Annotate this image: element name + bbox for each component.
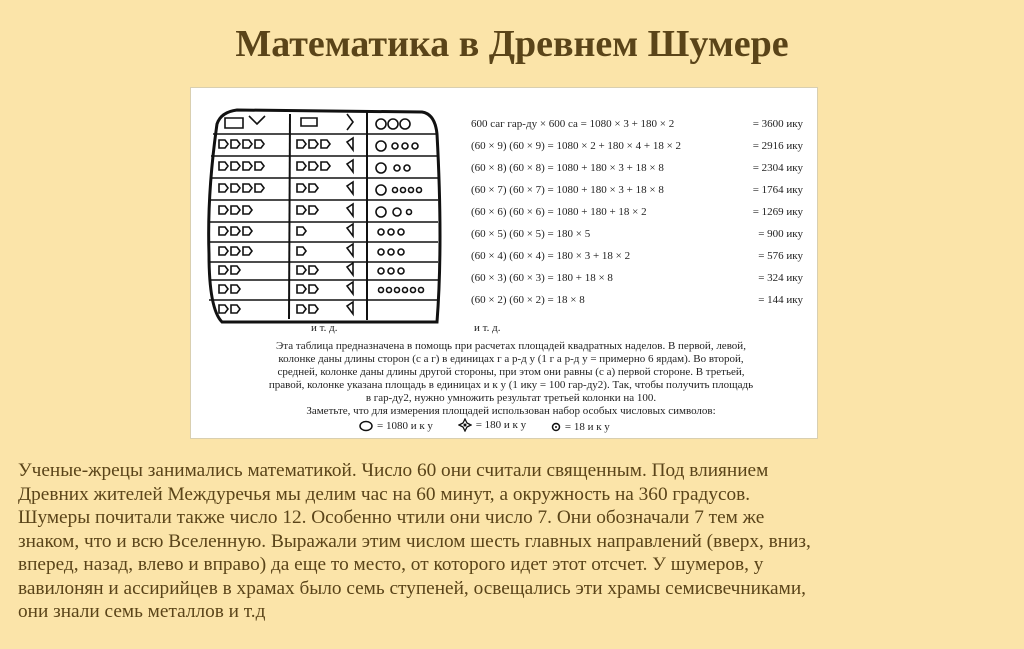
caption-line: в гар-ду2, нужно умножить результат третьей колонки на 100.	[365, 392, 657, 404]
equation-left: (60 × 7) (60 × 7) = 1080 + 180 × 3 + 18 × 8	[471, 184, 664, 196]
figure-caption	[231, 340, 791, 418]
equation-result: = 1269 ику	[752, 206, 803, 218]
equation-result: = 2304 ику	[752, 162, 803, 174]
legend-item	[458, 418, 526, 432]
equation-row	[471, 206, 811, 228]
caption-line: средней, колонке даны длины другой стороны, при этом они равны (с а) первой стороне. В третьей,	[277, 366, 745, 378]
legend-label: = 18 и к у	[564, 421, 610, 433]
body-line: вперед, назад, влево и вправо) да еще то место, от которого идет этот отсчет. У шумеров, у	[18, 554, 764, 575]
equation-result: = 144 ику	[758, 294, 803, 306]
caption-line: Эта таблица предназначена в помощь при расчетах площадей квадратных наделов. В первой, левой,	[276, 340, 746, 352]
legend-label: = 180 и к у	[475, 419, 527, 431]
legend-item	[551, 421, 610, 433]
equation-row	[471, 272, 811, 294]
body-line: они знали семь металлов и т.д	[18, 601, 266, 622]
equation-row	[471, 250, 811, 272]
caption-line: колонке даны длины сторон (с а г) в единицах г а р-д у (1 г а р-д у = примерно 6 ярдам). Во второй,	[278, 353, 744, 365]
equation-left: (60 × 3) (60 × 3) = 180 + 18 × 8	[471, 272, 613, 284]
equation-row	[471, 184, 811, 206]
equation-left: (60 × 6) (60 × 6) = 1080 + 180 + 18 × 2	[471, 206, 647, 218]
equation-left: (60 × 4) (60 × 4) = 180 × 3 + 18 × 2	[471, 250, 631, 262]
symbol-legend	[359, 418, 632, 435]
equation-result: = 1764 ику	[752, 184, 803, 196]
equation-left: 600 саг гар-ду × 600 са = 1080 × 3 + 180 × 2	[471, 118, 675, 130]
equation-left: (60 × 8) (60 × 8) = 1080 + 180 × 3 + 18 × 8	[471, 162, 664, 174]
equation-result: = 2916 ику	[752, 140, 803, 152]
body-line: знаком, что и всю Вселенную. Выражали этим числом шесть главных направлений (вверх, вниз,	[18, 530, 811, 552]
body-line: Древних жителей Междуречья мы делим час на 60 минут, а окружность на 360 градусов.	[18, 483, 751, 505]
body-paragraph	[18, 459, 1013, 624]
equation-row	[471, 228, 811, 250]
equation-row	[471, 140, 811, 162]
cuneiform-table-figure	[190, 87, 818, 439]
clay-tablet-drawing	[197, 94, 447, 334]
equation-left: (60 × 9) (60 × 9) = 1080 × 2 + 180 × 4 + 18 × 2	[471, 140, 682, 152]
body-line: Шумеры почитали также число 12. Особенно чтили они число 7. Они обозначали 7 тем же	[18, 507, 765, 528]
slide-title: Математика в Древнем Шумере	[235, 23, 789, 65]
equation-left: (60 × 5) (60 × 5) = 180 × 5	[471, 228, 591, 240]
equation-row	[471, 294, 811, 316]
equation-row	[471, 118, 811, 140]
large-circle-icon	[359, 420, 373, 432]
equation-result: = 324 ику	[758, 272, 803, 284]
legend-item	[359, 420, 433, 432]
etc-label-right: и т. д.	[474, 322, 501, 334]
equation-result: = 3600 ику	[752, 118, 803, 130]
equation-row	[471, 162, 811, 184]
legend-label: = 1080 и к у	[377, 420, 433, 432]
caption-line: Заметьте, что для измерения площадей использован набор особых числовых символов:	[306, 405, 716, 417]
body-line: Ученые-жрецы занимались математикой. Число 60 они считали священным. Под влиянием	[18, 460, 769, 481]
etc-label-left: и т. д.	[311, 322, 338, 334]
equation-left: (60 × 2) (60 × 2) = 18 × 8	[471, 294, 585, 306]
equation-result: = 900 ику	[758, 228, 803, 240]
caption-line: правой, колонке указана площадь в единицах и к у (1 ику = 100 гар-ду2). Так, чтобы получить площадь	[268, 379, 754, 391]
star-symbol-icon	[458, 418, 472, 432]
equation-result: = 576 ику	[758, 250, 803, 262]
body-line: вавилонян и ассирийцев в храмах было семь ступеней, освещались эти храмы семисвечниками,	[18, 577, 806, 599]
small-circle-icon	[551, 422, 561, 432]
